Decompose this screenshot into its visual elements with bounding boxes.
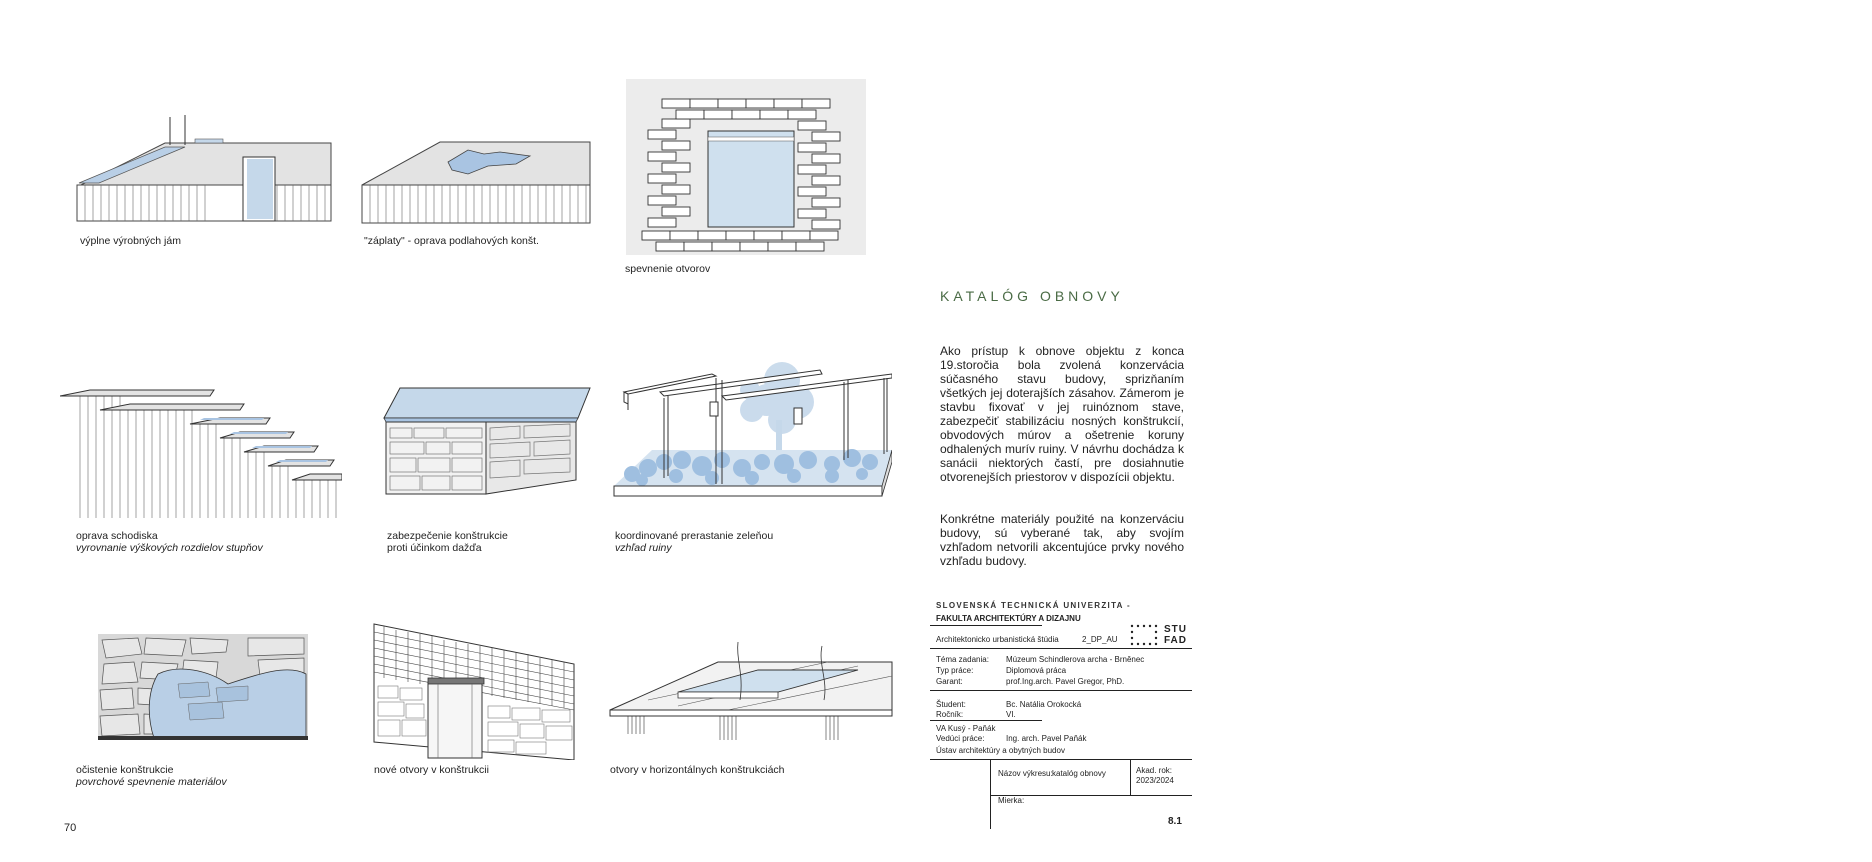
illustration-greenery-overgrowth bbox=[612, 350, 892, 518]
veduci-value: Ing. arch. Pavel Paňák bbox=[1006, 734, 1087, 743]
caption-pit-fills: výplne výrobných jám bbox=[80, 235, 181, 247]
illustration-construction-cleaning bbox=[98, 634, 310, 742]
university-name: SLOVENSKÁ TECHNICKÁ UNIVERZITA - bbox=[936, 601, 1131, 610]
caption-greenery-subtitle: vzhľad ruiny bbox=[615, 542, 672, 554]
divider bbox=[930, 625, 1042, 626]
page-number: 70 bbox=[64, 822, 77, 834]
caption-cleaning-title: očistenie konštrukcie bbox=[76, 764, 174, 776]
student-label: Študent: bbox=[936, 700, 966, 709]
caption-greenery bbox=[615, 530, 773, 554]
nazov-value: katalóg obnovy bbox=[1052, 769, 1106, 778]
caption-cleaning bbox=[76, 764, 227, 788]
typ-label: Typ práce: bbox=[936, 666, 974, 675]
caption-staircase-title: oprava schodiska bbox=[76, 530, 158, 542]
garant-label: Garant: bbox=[936, 677, 963, 686]
akad-label: Akad. rok: bbox=[1136, 766, 1173, 775]
divider bbox=[930, 759, 1192, 760]
caption-cleaning-subtitle: povrchové spevnenie materiálov bbox=[76, 776, 227, 788]
caption-staircase-subtitle: vyrovnanie výškových rozdielov stupňov bbox=[76, 542, 263, 554]
divider bbox=[930, 648, 1192, 649]
typ-value: Diplomová práca bbox=[1006, 666, 1067, 675]
illustration-horizontal-openings bbox=[608, 640, 894, 744]
course-name: Architektonicko urbanistická štúdia bbox=[936, 635, 1059, 644]
caption-rain-protection bbox=[387, 530, 508, 554]
logo-fad: FAD bbox=[1164, 635, 1187, 646]
rocnik-label: Ročník: bbox=[936, 710, 964, 719]
divider bbox=[1130, 759, 1131, 795]
caption-floor-patches: "záplaty" - oprava podlahových konšt. bbox=[364, 235, 539, 247]
divider bbox=[930, 690, 1192, 691]
faculty-name: FAKULTA ARCHITEKTÚRY A DIZAJNU bbox=[936, 614, 1081, 623]
caption-rain-line1: zabezpečenie konštrukcie bbox=[387, 530, 508, 542]
course-code: 2_DP_AU bbox=[1082, 635, 1118, 644]
divider bbox=[990, 759, 991, 829]
stu-fad-logo bbox=[1130, 624, 1190, 646]
va-name: VA Kusý - Paňák bbox=[936, 724, 996, 733]
logo-stu: STU bbox=[1164, 624, 1187, 635]
ustav-name: Ústav architektúry a obytných budov bbox=[936, 746, 1065, 755]
mierka-label: Mierka: bbox=[998, 796, 1025, 805]
caption-opening-reinforcement: spevnenie otvorov bbox=[625, 263, 711, 275]
akad-value: 2023/2024 bbox=[1136, 776, 1174, 785]
nazov-label: Názov výkresu: bbox=[998, 769, 1053, 778]
veduci-label: Vedúci práce: bbox=[936, 734, 985, 743]
student-value: Bc. Natália Orokocká bbox=[1006, 700, 1082, 709]
catalog-title: KATALÓG OBNOVY bbox=[940, 288, 1124, 304]
caption-staircase-repair bbox=[76, 530, 276, 554]
materials-paragraph: Konkrétne materiály použité na konzerváciu budovy, sú vyberané tak, aby svojím vzhľadom netvorili akcentujúce prvky nového vzhľadu budovy. bbox=[940, 512, 1184, 568]
illustration-opening-reinforcement bbox=[626, 79, 866, 255]
illustration-rain-protection bbox=[380, 384, 592, 496]
intro-paragraph: Ako prístup k obnove objektu z konca 19.storočia bola zvolená konzervácia súčasného stavu budovy, sprizňaním všetkých jej doterajších zásahov. Zámerom je stavbu fixovať v jej ruinóznom stave, zabezpečiť stabilizáciu nosných konštrukcií, obvodových múrov a ošetrenie koruny odhalených murív ruiny. V návrhu dochádza k sanácii niektorých častí, pre dosiahnutie otvorenejších priestorov v dispozícii objektu. bbox=[940, 344, 1184, 484]
illustration-floor-patches bbox=[360, 130, 592, 226]
caption-greenery-title: koordinované prerastanie zeleňou bbox=[615, 530, 774, 542]
logo-dots-icon bbox=[1130, 624, 1160, 646]
tema-value: Múzeum Schindlerova archa - Brněnec bbox=[1006, 655, 1145, 664]
illustration-pit-fills bbox=[75, 115, 335, 225]
illustration-staircase-repair bbox=[60, 386, 342, 520]
divider bbox=[930, 720, 1042, 721]
illustration-new-openings bbox=[372, 622, 582, 760]
sheet-number: 8.1 bbox=[1168, 816, 1182, 827]
caption-rain-line2: proti účinkom dažďa bbox=[387, 542, 482, 554]
garant-value: prof.Ing.arch. Pavel Gregor, PhD. bbox=[1006, 677, 1125, 686]
caption-horizontal-openings: otvory v horizontálnych konštrukciách bbox=[610, 764, 785, 776]
rocnik-value: VI. bbox=[1006, 710, 1016, 719]
tema-label: Téma zadania: bbox=[936, 655, 989, 664]
caption-new-openings: nové otvory v konštrukcii bbox=[374, 764, 489, 776]
